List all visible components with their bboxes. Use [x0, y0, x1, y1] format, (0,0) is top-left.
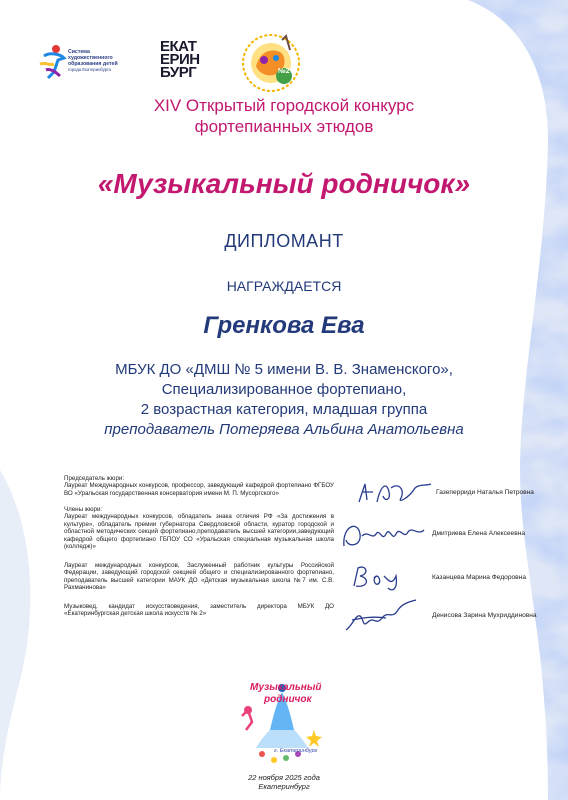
contest-name: «Музыкальный родничок» — [97, 168, 471, 199]
footer-logo-title-line2: родничок — [264, 694, 312, 705]
award-details-1: МБУК ДО «ДМШ № 5 имени В. В. Знаменского», — [115, 361, 453, 378]
footer-city: Екатеринбург — [258, 782, 310, 791]
jury-member2-block — [64, 562, 334, 592]
jury-member3-name: Денисова Зарина Мухриддиновна — [432, 612, 537, 619]
school-emblem-badge: №2 — [278, 68, 290, 75]
jury-member3-desc: Музыковед, кандидат искусствоведения, заместитель директора МБУК ДО «Екатеринбургская детская школа искусств № 2» — [64, 603, 334, 618]
jury-member1-name: Дмитриева Елена Алексеевна — [432, 530, 526, 537]
jury-member2-name: Казанцева Марина Федоровна — [432, 574, 526, 581]
award-details-3: 2 возрастная категория, младшая группа — [140, 401, 428, 418]
award-awarded-label: НАГРАЖДАЕТСЯ — [226, 278, 342, 294]
jury-members-label: Члены жюри: — [64, 506, 103, 513]
footer-logo-title-line1: Музыкальный — [250, 682, 322, 693]
figure-logo-icon — [38, 44, 68, 80]
jury-chair-block — [64, 475, 334, 497]
award-details-2: Специализированное фортепиано, — [161, 381, 407, 398]
jury-chair-desc: Лауреат Международных конкурсов, профессор, заведующий кафедрой фортепиано ФГБОУ ВО «Уральская государственная консерватория имени М. П. Мусоргского» — [64, 482, 334, 497]
contest-title-line2: фортепианных этюдов — [194, 117, 374, 136]
signature-member1 — [338, 516, 428, 552]
logo-system-line2: художественного — [68, 54, 113, 61]
teacher-name: преподаватель Потеряева Альбина Анатольевна — [104, 421, 464, 438]
logo-system-line3: образования детей — [68, 60, 118, 67]
footer-logo-city: г. Екатеринбург — [274, 748, 318, 754]
contest-title-line1: XIV Открытый городской конкурс — [153, 96, 415, 115]
jury-member1-block — [64, 506, 334, 550]
footer-contest-logo — [226, 670, 338, 774]
logo-system-line1: Система — [68, 49, 90, 55]
footer-date: 22 ноября 2025 года — [248, 773, 320, 782]
signature-member2 — [348, 562, 418, 592]
signature-member3 — [342, 596, 422, 636]
award-title: ДИПЛОМАНТ — [224, 231, 344, 251]
jury-member3-block — [64, 603, 334, 618]
jury-member1-desc: Лауреат международных конкурсов, обладатель знака отличия РФ «За достижения в культуре», обладатель премии губернатора Свердловской области, куратор городской и областной методических секций фортепиано,преподаватель высшей категории,заведующий кафедрой общего фортепиано ГБПОУ СО «Уральская специальная музыкальная школа (колледж)» — [64, 513, 334, 551]
logo-arts-system — [38, 44, 128, 84]
logo-ekb-line3: БУРГ — [160, 64, 197, 81]
logo-ekb-line1: ЕКАТ — [160, 38, 197, 55]
jury-chair-label: Председатель жюри: — [64, 475, 125, 482]
jury-member2-desc: Лауреат международных конкурсов, Заслуженный работник культуры Российской Федерации, заведующий городской секцией общего и специализированного фортепиано, преподаватель высшей категории МАУК ДО «Детская музыкальная школа №7 им. С.В. Рахманинова» — [64, 562, 334, 592]
school-emblem-icon — [240, 32, 302, 94]
logo-ekb-line2: ЕРИН — [160, 51, 200, 68]
logo-ekaterinburg — [160, 40, 222, 79]
logo-system-line4: города Екатеринбурга — [68, 67, 111, 73]
jury-chair-name: Газеперриди Наталья Петровна — [436, 489, 534, 496]
signature-chair — [355, 478, 435, 508]
recipient-name: Гренкова Ева — [203, 312, 365, 339]
